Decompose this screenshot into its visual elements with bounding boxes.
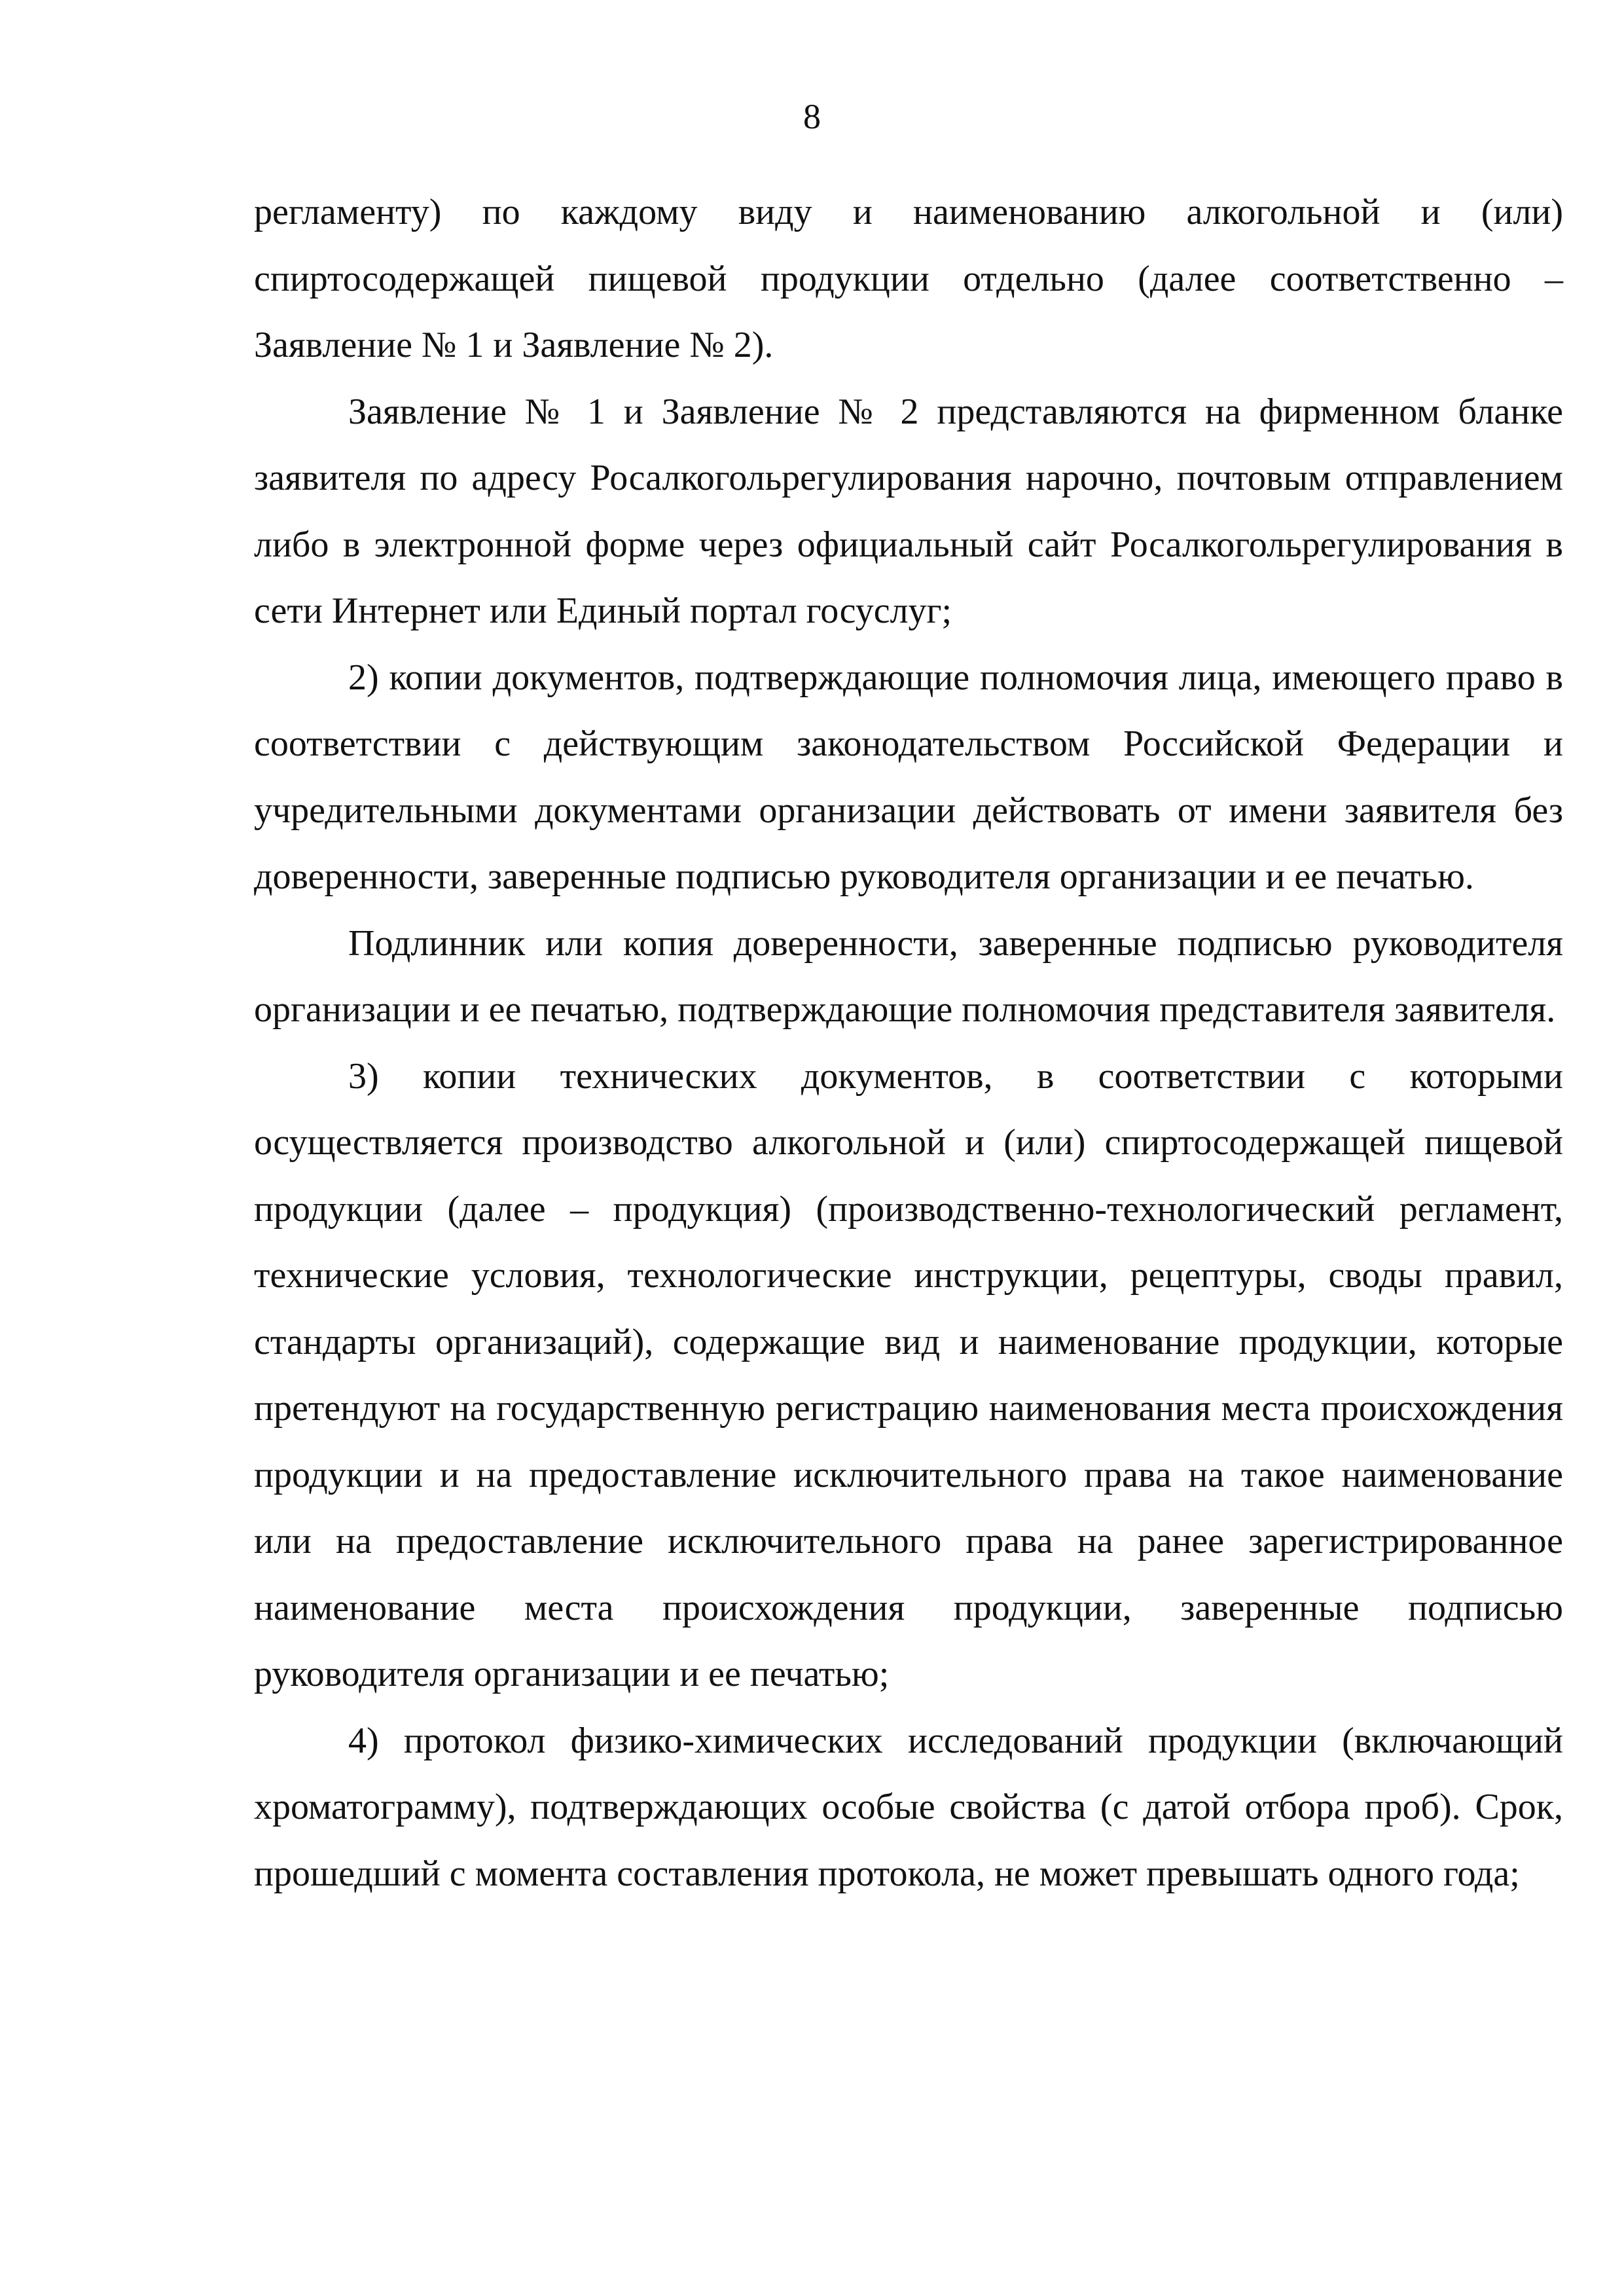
paragraph-item-3: 3) копии технических документов, в соответствии с которыми осуществляется производство алкогольной и (или) спиртосодержащей пищевой продукции (далее – продукция) (производственно-технологический регламент, технические условия, технологические инструкции, рецептуры, своды правил, стандарты организаций), содержащие вид и наименование продукции, которые претендуют на государственную регистрацию наименования места происхождения продукции и на предоставление исключительного права на такое наименование или на предоставление исключительного права на ранее зарегистрированное наименование места происхождения продукции, заверенные подписью руководителя организации и ее печатью; <box>254 1055 1563 1694</box>
paragraph-item-4: 4) протокол физико-химических исследований продукции (включающий хроматограмму), подтверждающих особые свойства (с датой отбора проб). Срок, прошедший с момента составления протокола, не может превышать одного года; <box>254 1720 1563 1894</box>
paragraph-item-2: 2) копии документов, подтверждающие полномочия лица, имеющего право в соответствии с действующим законодательством Российской Федерации и учредительными документами организации действовать от имени заявителя без доверенности, заверенные подписью руководителя организации и ее печатью. <box>254 657 1563 897</box>
page-number: 8 <box>803 97 821 136</box>
paragraph-application-submission: Заявление № 1 и Заявление № 2 представляются на фирменном бланке заявителя по адресу Росалкогольрегулирования нарочно, почтовым отправлением либо в электронной форме через официальный сайт Росалкогольрегулирования в сети Интернет или Единый портал госуслуг; <box>254 391 1563 631</box>
paragraph-power-of-attorney: Подлинник или копия доверенности, заверенные подписью руководителя организации и ее печатью, подтверждающие полномочия представителя заявителя. <box>254 922 1563 1030</box>
document-body <box>254 179 1563 1907</box>
paragraph-continuation: регламенту) по каждому виду и наименованию алкогольной и (или) спиртосодержащей пищевой продукции отдельно (далее соответственно – Заявление № 1 и Заявление № 2). <box>254 192 1563 365</box>
